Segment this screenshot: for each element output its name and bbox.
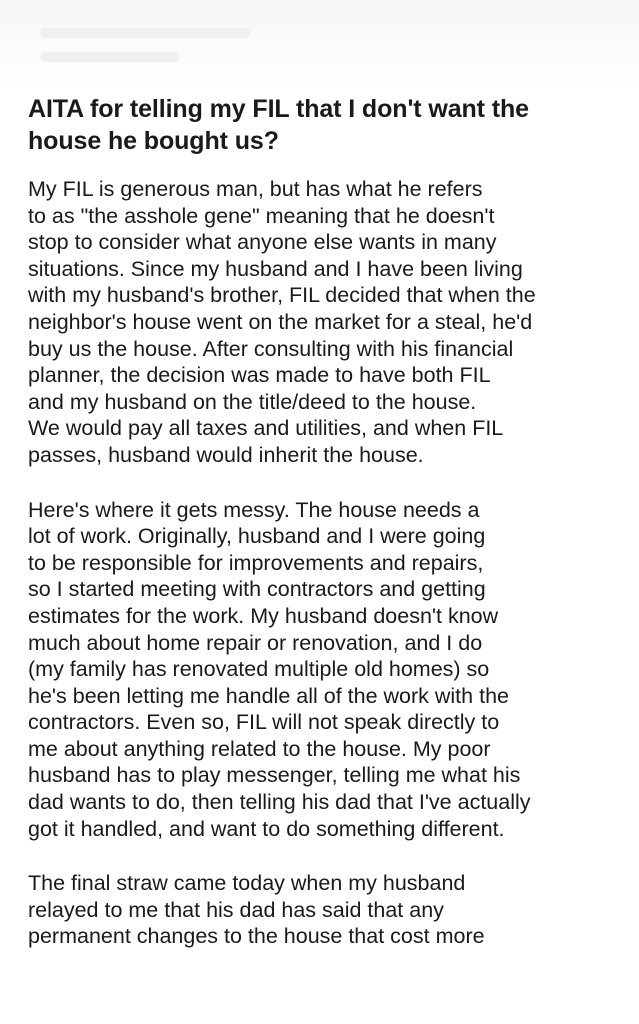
top-blurred-header [0, 0, 639, 90]
post-paragraph: The final straw came today when my husband relayed to me that his dad has said that any permanent changes to the house that cost more [28, 871, 485, 949]
post-paragraph: My FIL is generous man, but has what he refers to as "the asshole gene" meaning that he doesn't stop to consider what anyone else wants in many situations. Since my husband and I have been living with my husband's brother, FIL decided that when the neighbor's house went on the market for a steal, he'd buy us the house. After consulting with his financial planner, the decision was made to have both FIL and my husband on the title/deed to the house. We would pay all taxes and utilities, and when FIL passes, husband would inherit the house. [28, 177, 536, 467]
post-paragraph: Here's where it gets messy. The house needs a lot of work. Originally, husband and I were going to be responsible for improvements and repairs, so I started meeting with contractors and getting estimates for the work. My husband doesn't know much about home repair or renovation, and I do (my family has renovated multiple old homes) so he's been letting me handle all of the work with the contractors. Even so, FIL will not speak directly to me about anything related to the house. My poor husband has to play messenger, telling me what his dad wants to do, then telling his dad that I've actually got it handled, and want to do something different. [28, 497, 531, 841]
post-body [28, 176, 618, 950]
blurred-header-line [40, 52, 180, 62]
blurred-header-line [40, 28, 250, 38]
post-title: AITA for telling my FIL that I don't want the house he bought us? [28, 95, 529, 155]
post [28, 93, 618, 978]
